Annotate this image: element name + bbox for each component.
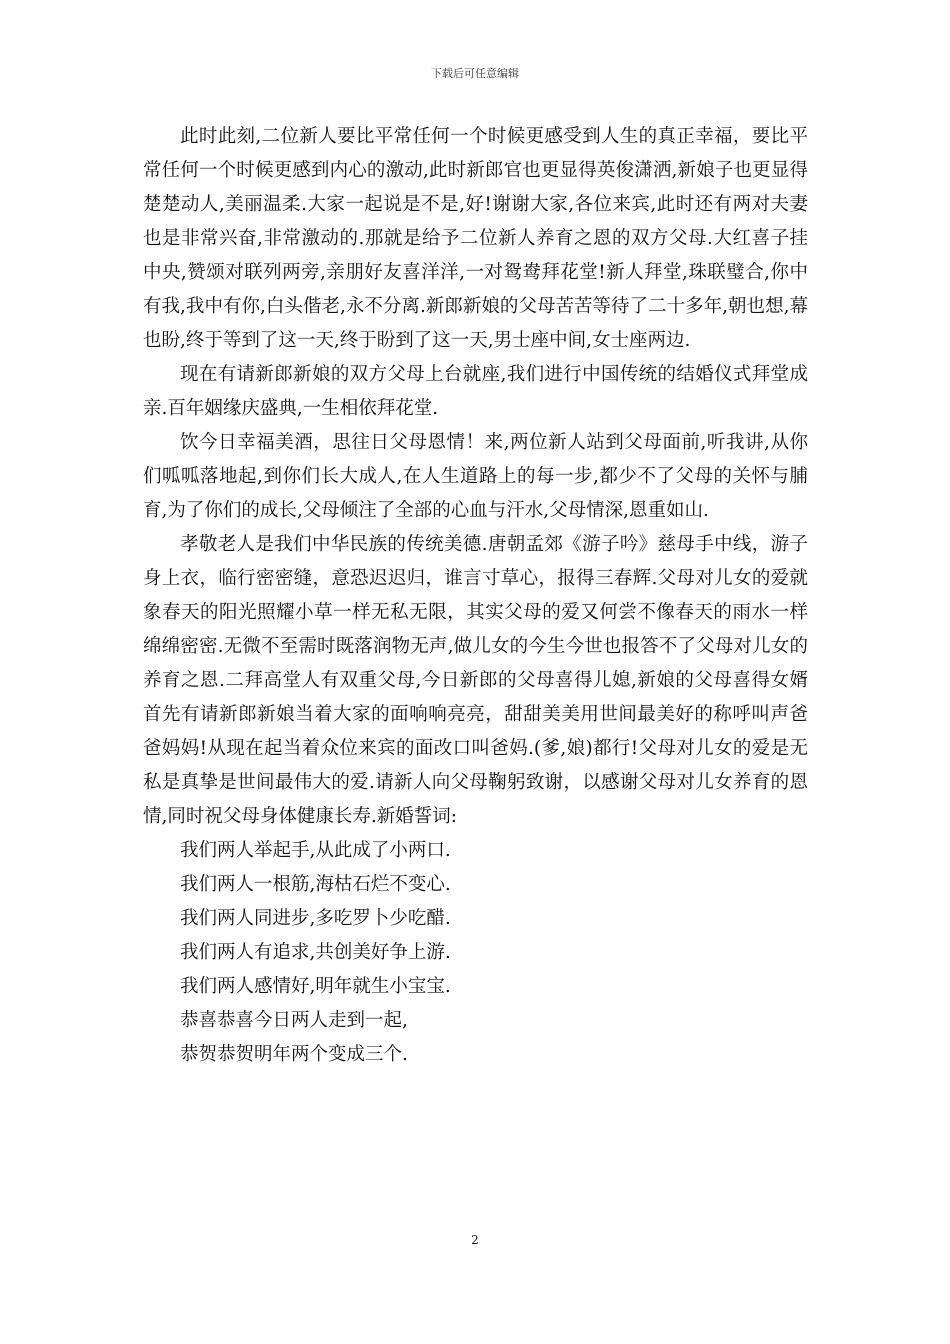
page-number: 2 [471,1233,479,1247]
vow-line-4: 我们两人有追求,共创美好争上游. [180,942,451,963]
paragraph-3: 饮今日幸福美酒，思往日父母恩情！来,两位新人站到父母面前,听我讲,从你们呱呱落地起,到你们长大成人,在人生道路上的每一步,都少不了父母的关怀与脯育,为了你们的成长,父母倾注了全部的心血与汗水,父母情深,恩重如山. [143,432,808,521]
paragraph-4: 孝敬老人是我们中华民族的传统美德.唐朝孟郊《游子吟》慈母手中线，游子身上衣，临行密密缝，意恐迟迟归，谁言寸草心，报得三春辉.父母对儿女的爱就象春天的阳光照耀小草一样无私无限，其实父母的爱又何尝不像春天的雨水一样绵绵密密.无微不至需时既落润物无声,做儿女的今生今世也报答不了父母对儿女的养育之恩.二拜高堂人有双重父母,今日新郎的父母喜得儿媳,新娘的父母喜得女婿首先有请新郎新娘当着大家的面响响亮亮，甜甜美美用世间最美好的称呼叫声爸爸妈妈!从现在起当着众位来宾的面改口叫爸妈.(爹,娘)都行!父母对儿女的爱是无私是真挚是世间最伟大的爱.请新人向父母鞠躬致谢，以感谢父母对儿女养育的恩情,同时祝父母身体健康长寿.新婚誓词: [143,534,808,827]
vow-line-5: 我们两人感情好,明年就生小宝宝. [180,976,451,997]
vow-line-3: 我们两人同进步,多吃罗卜少吃醋. [180,908,451,929]
vow-line-1: 我们两人举起手,从此成了小两口. [180,840,451,861]
paragraph-2: 现在有请新郎新娘的双方父母上台就座,我们进行中国传统的结婚仪式拜堂成亲.百年姻缘庆盛典,一生相依拜花堂. [143,364,808,419]
vow-line-2: 我们两人一根筋,海枯石烂不变心. [180,874,451,895]
vow-line-7: 恭贺恭贺明年两个变成三个. [180,1044,408,1065]
page-header: 下载后可任意编辑 [431,67,519,80]
wedding-vows [143,834,808,1072]
vow-line-6: 恭喜恭喜今日两人走到一起, [180,1010,408,1031]
document-body [143,120,808,1072]
paragraph-1: 此时此刻,二位新人要比平常任何一个时候更感受到人生的真正幸福，要比平常任何一个时候更感到内心的激动,此时新郎官也更显得英俊潇洒,新娘子也更显得楚楚动人,美丽温柔.大家一起说是不是,好!谢谢大家,各位来宾,此时还有两对夫妻也是非常兴奋,非常激动的.那就是给予二位新人养育之恩的双方父母.大红喜子挂中央,赞颂对联列两旁,亲朋好友喜洋洋,一对鸳鸯拜花堂!新人拜堂,珠联璧合,你中有我,我中有你,白头偕老,永不分离.新郎新娘的父母苦苦等待了二十多年,朝也想,幕也盼,终于等到了这一天,终于盼到了这一天,男士座中间,女士座两边. [143,126,808,351]
